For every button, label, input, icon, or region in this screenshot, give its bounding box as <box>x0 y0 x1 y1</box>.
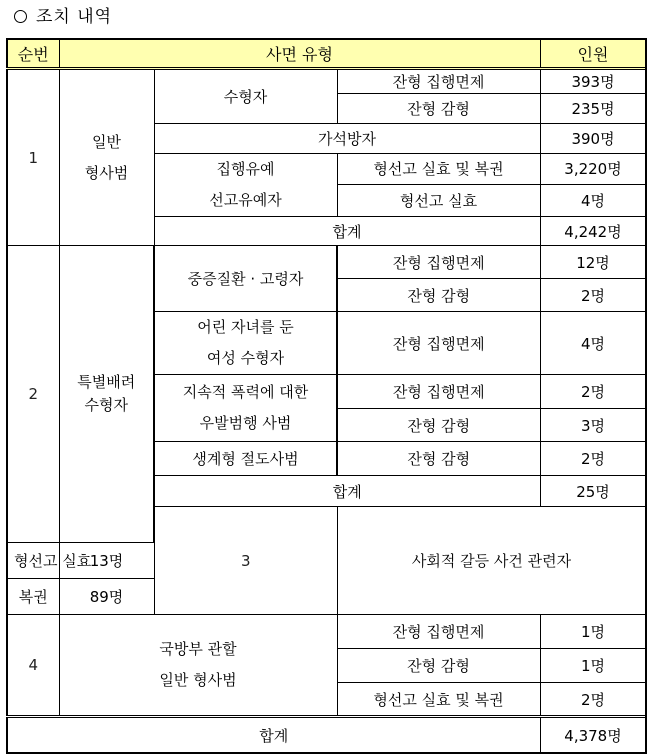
count-cell: 393명 <box>540 69 646 94</box>
count-cell: 4명 <box>540 184 646 216</box>
category-cell <box>59 246 154 543</box>
count-cell: 235명 <box>540 94 646 124</box>
count-cell: 3,220명 <box>540 154 646 185</box>
group-line: 집행유예 <box>216 160 275 178</box>
count-cell: 1명 <box>540 615 646 649</box>
measure-cell: 형선고 실효 및 복권 <box>337 154 540 185</box>
group-cell: 생계형 절도사범 <box>154 442 337 476</box>
header-type: 사면 유형 <box>59 39 540 69</box>
subtotal-count: 4,242명 <box>540 217 646 246</box>
count-cell: 1명 <box>540 649 646 683</box>
measure-cell: 잔형 집행면제 <box>337 375 540 409</box>
measure-cell: 잔형 감형 <box>337 279 540 312</box>
grand-total-label: 합계 <box>7 717 540 754</box>
measure-cell: 잔형 집행면제 <box>337 246 540 279</box>
table-row <box>7 615 646 649</box>
table-row <box>7 246 646 279</box>
seq-cell: 3 <box>154 507 337 615</box>
subtotal-label: 합계 <box>154 476 540 507</box>
count-cell: 2명 <box>540 683 646 717</box>
count-cell: 2명 <box>540 279 646 312</box>
group-cell: 중증질환 · 고령자 <box>154 246 337 312</box>
measure-cell: 복권 <box>7 579 59 615</box>
group-cell: 가석방자 <box>154 124 540 154</box>
group-cell <box>154 375 337 442</box>
subtotal-count: 25명 <box>540 476 646 507</box>
measure-cell: 잔형 감형 <box>337 442 540 476</box>
measure-cell: 잔형 집행면제 <box>337 615 540 649</box>
group-line: 어린 자녀를 둔 <box>197 318 294 336</box>
pardon-measures-table <box>6 38 647 754</box>
group-line: 선고유예자 <box>209 191 282 209</box>
group-line: 여성 수형자 <box>206 349 285 367</box>
measure-cell: 잔형 감형 <box>337 94 540 124</box>
measure-cell: 잔형 집행면제 <box>337 312 540 375</box>
seq-cell: 4 <box>7 615 59 717</box>
group-cell <box>154 312 337 375</box>
count-cell: 13명 <box>59 543 154 579</box>
category-line: 일반 형사범 <box>159 671 237 689</box>
category-line: 일반 <box>92 132 121 151</box>
group-line: 지속적 폭력에 대한 <box>182 383 309 401</box>
count-cell: 3명 <box>540 409 646 442</box>
category-line: 국방부 관할 <box>159 640 237 658</box>
count-cell: 89명 <box>59 579 154 615</box>
count-cell: 2명 <box>540 375 646 409</box>
category-cell <box>59 69 154 246</box>
header-count: 인원 <box>540 39 646 69</box>
measure-cell: 형선고 실효 <box>7 543 59 579</box>
count-cell: 2명 <box>540 442 646 476</box>
circle-bullet-icon <box>14 10 27 23</box>
category-line: 형사범 <box>84 163 129 182</box>
group-line: 우발범행 사범 <box>199 414 292 432</box>
subtotal-label: 합계 <box>154 217 540 246</box>
seq-cell: 2 <box>7 246 59 543</box>
measure-cell: 잔형 감형 <box>337 409 540 442</box>
table-header-row <box>7 39 646 69</box>
measure-cell: 형선고 실효 <box>337 184 540 216</box>
count-cell: 12명 <box>540 246 646 279</box>
header-seq: 순번 <box>7 39 59 69</box>
count-cell: 4명 <box>540 312 646 375</box>
category-cell: 사회적 갈등 사건 관련자 <box>337 507 646 615</box>
seq-cell: 1 <box>7 69 59 246</box>
measure-cell: 잔형 감형 <box>337 649 540 683</box>
category-line: 특별배려 <box>77 373 136 391</box>
grand-total-row <box>7 717 646 754</box>
measure-cell: 형선고 실효 및 복권 <box>337 683 540 717</box>
section-title-text: 조치 내역 <box>36 7 113 27</box>
grand-total-count: 4,378명 <box>540 717 646 754</box>
group-cell <box>154 154 337 217</box>
count-cell: 390명 <box>540 124 646 154</box>
group-cell: 수형자 <box>154 69 337 124</box>
measure-cell: 잔형 집행면제 <box>337 69 540 94</box>
category-line: 수형자 <box>84 396 128 414</box>
section-title <box>14 4 112 30</box>
category-cell <box>59 615 337 717</box>
table-row <box>7 69 646 94</box>
